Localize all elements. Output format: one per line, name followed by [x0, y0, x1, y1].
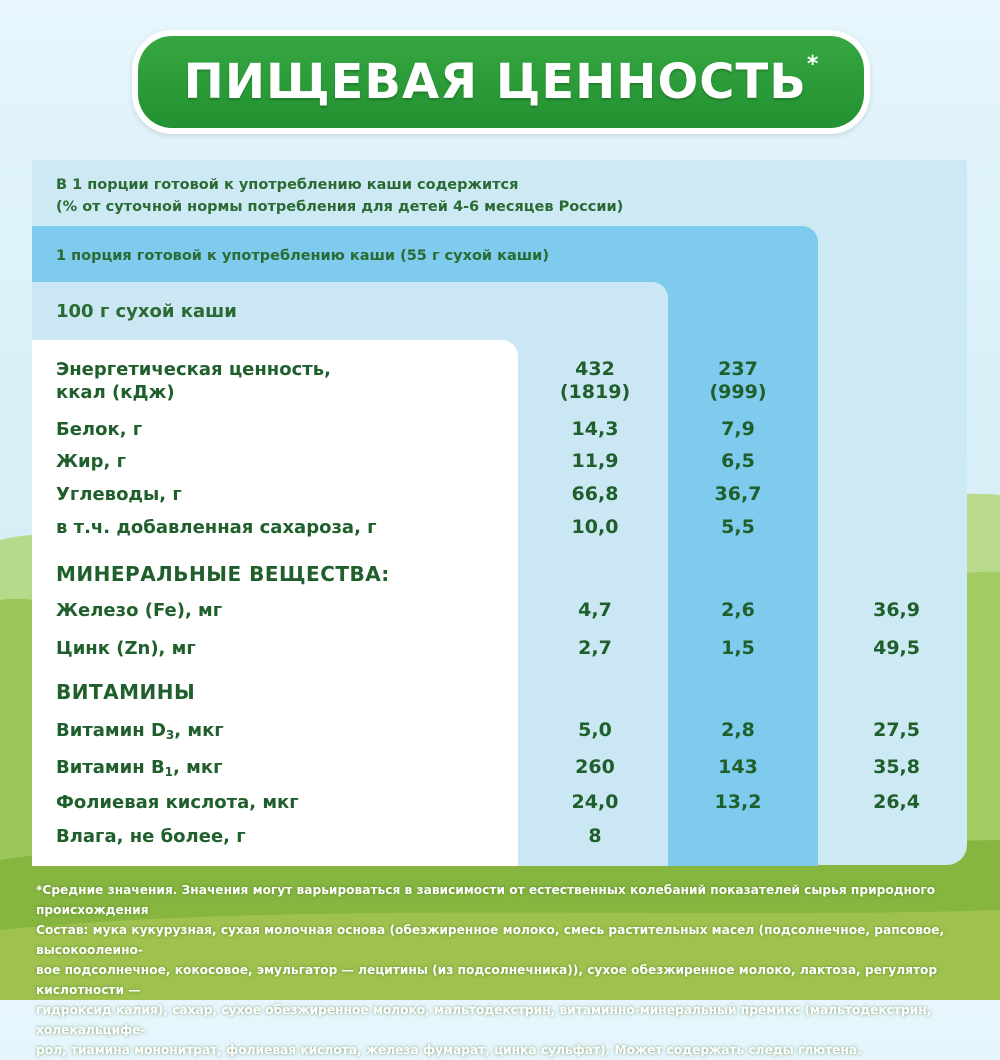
zinc-per-portion: 1,5	[721, 637, 755, 659]
vitamin-b1-unit: , мкг	[173, 757, 223, 778]
carbs-per-100g: 66,8	[571, 483, 619, 505]
vitamin-b1-per-100g: 260	[575, 756, 615, 778]
fat-label: Жир, г	[56, 451, 127, 472]
zinc-per-100g: 2,7	[578, 637, 612, 659]
percent-daily-header	[56, 174, 623, 218]
energy-label-line2: ккал (кДж)	[56, 382, 175, 403]
iron-label: Железо (Fe), мг	[56, 600, 223, 621]
folic-acid-per-portion: 13,2	[714, 791, 762, 813]
vitamin-d3-subscript: 3	[165, 728, 175, 742]
sucrose-per-portion: 5,5	[721, 516, 755, 538]
minerals-section-title: МИНЕРАЛЬНЫЕ ВЕЩЕСТВА:	[56, 562, 390, 586]
carbs-per-portion: 36,7	[714, 483, 762, 505]
footnote-line2: Состав: мука кукурузная, сухая молочная основа (обезжиренное молоко, смесь растительных масел (подсолнечное, рапсовое, высокоолеино-	[36, 923, 945, 957]
footnote-line5: рол, тиамина мононитрат, фолиевая кислота, железа фумарат, цинка сульфат). Может содержать следы глютена.	[36, 1043, 862, 1057]
energy-label-line1: Энергетическая ценность,	[56, 359, 331, 380]
iron-percent-daily: 36,9	[873, 599, 920, 621]
footnote	[36, 880, 976, 1060]
percent-daily-header-line1: В 1 порции готовой к употреблению каши содержится	[56, 177, 519, 193]
sucrose-per-100g: 10,0	[571, 516, 619, 538]
moisture-label: Влага, не более, г	[56, 826, 246, 847]
carbs-label: Углеводы, г	[56, 484, 182, 505]
percent-daily-header-line2: (% от суточной нормы потребления для детей 4-6 месяцев России)	[56, 199, 624, 215]
folic-acid-percent-daily: 26,4	[873, 791, 920, 813]
footnote-line4: гидроксид калия), сахар, сухое обезжиренное молоко, мальтодекстрин, витаминно-минеральный премикс (мальтодекстрин, холекальцифе-	[36, 1003, 932, 1037]
sucrose-label: в т.ч. добавленная сахароза, г	[56, 517, 377, 538]
energy-per-100g	[545, 358, 645, 404]
portion-header: 1 порция готовой к употреблению каши (55 г сухой каши)	[56, 248, 549, 264]
footnote-line1: *Средние значения. Значения могут варьироваться в зависимости от естественных колебаний показателей сырья природного происхождения	[36, 883, 936, 917]
vitamin-b1-label-text: Витамин B	[56, 757, 165, 778]
fat-per-portion: 6,5	[721, 450, 755, 472]
zinc-label: Цинк (Zn), мг	[56, 638, 196, 659]
vitamin-d3-per-portion: 2,8	[721, 719, 755, 741]
energy-per-portion	[688, 358, 788, 404]
vitamin-d3-unit: , мкг	[174, 720, 224, 741]
vitamin-d3-percent-daily: 27,5	[873, 719, 920, 741]
energy-kj-100g: (1819)	[559, 381, 631, 403]
folic-acid-label: Фолиевая кислота, мкг	[56, 792, 299, 813]
folic-acid-per-100g: 24,0	[571, 791, 619, 813]
vitamin-b1-subscript: 1	[164, 765, 174, 779]
vitamin-b1-per-portion: 143	[718, 756, 758, 778]
vitamin-b1-percent-daily: 35,8	[873, 756, 920, 778]
vitamin-d3-label	[56, 719, 224, 747]
banner-title: ПИЩЕВАЯ ЦЕННОСТЬ	[183, 54, 807, 110]
vitamin-b1-label	[56, 756, 222, 784]
energy-kcal-portion: 237	[718, 358, 758, 380]
vitamin-d3-per-100g: 5,0	[578, 719, 612, 741]
protein-label: Белок, г	[56, 419, 143, 440]
energy-label	[56, 358, 331, 404]
per-100g-header: 100 г сухой каши	[56, 301, 237, 322]
protein-per-100g: 14,3	[571, 418, 619, 440]
iron-per-portion: 2,6	[721, 599, 755, 621]
vitamin-d3-label-text: Витамин D	[56, 720, 166, 741]
title-banner	[132, 30, 870, 134]
zinc-percent-daily: 49,5	[873, 637, 920, 659]
protein-per-portion: 7,9	[721, 418, 755, 440]
vitamins-section-title: ВИТАМИНЫ	[56, 680, 196, 704]
moisture-per-100g: 8	[588, 825, 602, 847]
banner-asterisk: *	[806, 51, 819, 77]
fat-per-100g: 11,9	[571, 450, 619, 472]
energy-kcal-100g: 432	[575, 358, 615, 380]
energy-kj-portion: (999)	[709, 381, 767, 403]
footnote-line3: вое подсолнечное, кокосовое, эмульгатор — лецитины (из подсолнечника)), сухое обезжиренное молоко, лактоза, регулятор кислотности —	[36, 963, 938, 997]
iron-per-100g: 4,7	[578, 599, 612, 621]
